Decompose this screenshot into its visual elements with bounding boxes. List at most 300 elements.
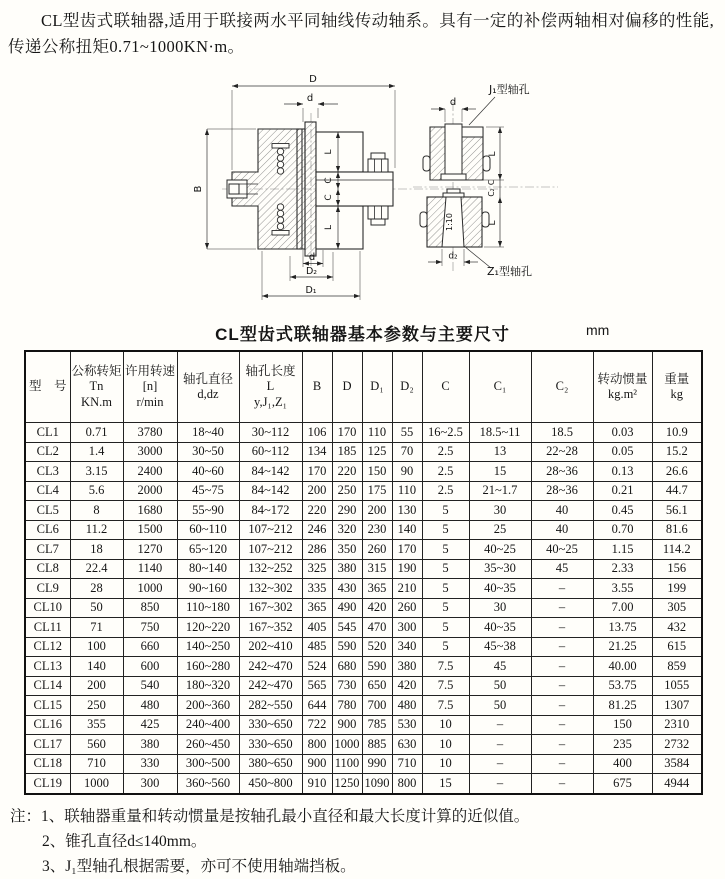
column-header: C — [422, 351, 469, 423]
table-cell: 540 — [123, 676, 177, 696]
table-cell: 1090 — [362, 774, 392, 794]
table-cell: 71 — [70, 618, 123, 638]
table-cell: 132~252 — [239, 559, 302, 579]
table-cell: 114.2 — [652, 540, 702, 560]
table-cell: 3584 — [652, 754, 702, 774]
intro-paragraph: CL型齿式联轴器,适用于联接两水平同轴线传动轴系。具有一定的补偿两轴相对偏移的性能,传递公称扭矩0.71~1000KN·m。 — [8, 11, 715, 56]
table-cell: 1000 — [70, 774, 123, 794]
table-cell: 235 — [593, 735, 652, 755]
table-cell: 722 — [302, 715, 332, 735]
table-body — [25, 423, 702, 794]
table-cell: 730 — [332, 676, 362, 696]
table-cell: CL4 — [25, 481, 70, 501]
table-cell: 28 — [70, 579, 123, 599]
table-cell: 180~320 — [177, 676, 239, 696]
dim-ext-d-top — [303, 108, 318, 122]
table-title: CL型齿式联轴器基本参数与主要尺寸 — [215, 325, 510, 344]
z1-cap-small — [447, 189, 460, 193]
table-cell: 260 — [392, 598, 422, 618]
detent-ball — [277, 161, 283, 167]
table-cell: – — [469, 735, 531, 755]
table-cell: 242~470 — [239, 676, 302, 696]
dim-ext-d-right — [445, 109, 462, 122]
table-cell: 200 — [70, 676, 123, 696]
column-header: 型 号 — [25, 351, 70, 423]
table-row — [25, 462, 702, 482]
table-cell: 7.5 — [422, 657, 469, 677]
table-cell: 3.15 — [70, 462, 123, 482]
column-header: 许用转速 [n] r/min — [123, 351, 177, 423]
column-header: C₁ — [469, 351, 531, 423]
table-cell: 2.33 — [593, 559, 652, 579]
table-cell: 1.4 — [70, 442, 123, 462]
table-cell: 615 — [652, 637, 702, 657]
table-cell: 13 — [469, 442, 531, 462]
table-cell: – — [531, 579, 593, 599]
table-cell: CL7 — [25, 540, 70, 560]
table-cell: 110 — [392, 481, 422, 501]
detent-ball — [277, 148, 283, 154]
table-cell: 185 — [332, 442, 362, 462]
table-cell: 710 — [392, 754, 422, 774]
table-cell: 80~140 — [177, 559, 239, 579]
j1-leader-line — [469, 97, 495, 125]
table-cell: 3780 — [123, 423, 177, 443]
table-cell: 100 — [70, 637, 123, 657]
table-cell: 5 — [422, 579, 469, 599]
table-cell: 380 — [332, 559, 362, 579]
table-cell: 160~280 — [177, 657, 239, 677]
flange-plate-left — [297, 129, 305, 249]
table-cell: CL14 — [25, 676, 70, 696]
dim-label-d-right: d — [449, 97, 457, 108]
detent-ball — [277, 210, 283, 216]
dim-label-C-right: C — [487, 179, 496, 186]
table-cell: 106 — [302, 423, 332, 443]
table-cell: 5 — [422, 637, 469, 657]
table-cell: CL1 — [25, 423, 70, 443]
j1-hole-label: J₁型轴孔 — [489, 83, 530, 96]
dim-label-B: B — [193, 185, 204, 193]
table-cell: 110 — [362, 423, 392, 443]
table-cell: 660 — [123, 637, 177, 657]
table-cell: – — [531, 618, 593, 638]
table-cell: 300 — [392, 618, 422, 638]
bolt-top — [368, 159, 388, 172]
table-cell: 25 — [469, 520, 531, 540]
table-cell: 335 — [302, 579, 332, 599]
table-cell: 290 — [332, 501, 362, 521]
table-cell: – — [531, 657, 593, 677]
table-cell: 990 — [362, 754, 392, 774]
table-cell: 55 — [392, 423, 422, 443]
table-cell: 0.21 — [593, 481, 652, 501]
table-cell: 4944 — [652, 774, 702, 794]
table-cell: 40.00 — [593, 657, 652, 677]
table-cell: 200 — [362, 501, 392, 521]
table-cell: CL8 — [25, 559, 70, 579]
table-cell: CL17 — [25, 735, 70, 755]
table-row — [25, 637, 702, 657]
table-cell: 325 — [302, 559, 332, 579]
table-cell: – — [531, 637, 593, 657]
table-cell: 380 — [123, 735, 177, 755]
table-cell: 644 — [302, 696, 332, 716]
table-cell: 524 — [302, 657, 332, 677]
dim-label-d-top: d — [306, 93, 314, 104]
table-cell: 107~212 — [239, 540, 302, 560]
table-unit-label: mm — [586, 322, 610, 338]
table-cell: 7.00 — [593, 598, 652, 618]
table-cell: 910 — [302, 774, 332, 794]
table-cell: 45~38 — [469, 637, 531, 657]
dim-label-d-bottom: d — [308, 252, 316, 263]
table-cell: 300 — [123, 774, 177, 794]
table-cell: 65~120 — [177, 540, 239, 560]
table-cell: 21~1.7 — [469, 481, 531, 501]
table-cell: 859 — [652, 657, 702, 677]
dim-label-C2-right: C₂ — [487, 188, 496, 197]
table-cell: 18~40 — [177, 423, 239, 443]
table-cell: 40~60 — [177, 462, 239, 482]
column-header: D₂ — [392, 351, 422, 423]
column-header: 轴孔长度 L y,J₁,Z₁ — [239, 351, 302, 423]
table-cell: 210 — [392, 579, 422, 599]
detent-ball — [277, 223, 283, 229]
table-cell: 170 — [392, 540, 422, 560]
table-cell: CL9 — [25, 579, 70, 599]
table-cell: 45~75 — [177, 481, 239, 501]
table-cell: 22.4 — [70, 559, 123, 579]
table-row — [25, 618, 702, 638]
table-cell: 260~450 — [177, 735, 239, 755]
table-cell: 15 — [422, 774, 469, 794]
table-cell: 45 — [469, 657, 531, 677]
table-cell: 350 — [332, 540, 362, 560]
table-title-row — [0, 305, 725, 350]
z1-cap-wide — [443, 193, 464, 197]
table-cell: 430 — [332, 579, 362, 599]
table-cell: 490 — [332, 598, 362, 618]
table-cell: 110~180 — [177, 598, 239, 618]
table-cell: 170 — [332, 423, 362, 443]
table-cell: 680 — [332, 657, 362, 677]
table-cell: 1.15 — [593, 540, 652, 560]
table-cell: 40~25 — [469, 540, 531, 560]
bolt-bottom-tip — [371, 219, 385, 225]
table-cell: 1055 — [652, 676, 702, 696]
table-cell: 0.03 — [593, 423, 652, 443]
table-cell: 2000 — [123, 481, 177, 501]
table-cell: 220 — [302, 501, 332, 521]
table-cell: – — [469, 715, 531, 735]
table-cell: 70 — [392, 442, 422, 462]
dim-label-D2: D₂ — [305, 266, 318, 277]
table-cell: 700 — [362, 696, 392, 716]
table-cell: – — [531, 676, 593, 696]
table-cell: 432 — [652, 618, 702, 638]
table-cell: 360~560 — [177, 774, 239, 794]
table-cell: 2.5 — [422, 462, 469, 482]
table-cell: 675 — [593, 774, 652, 794]
notes — [0, 795, 725, 879]
header-row — [25, 351, 702, 423]
dim-label-L-right-lower: L — [488, 220, 498, 226]
table-cell: CL18 — [25, 754, 70, 774]
table-row — [25, 715, 702, 735]
table-cell: 2310 — [652, 715, 702, 735]
table-cell: 650 — [362, 676, 392, 696]
table-cell: 420 — [362, 598, 392, 618]
table-cell: 53.75 — [593, 676, 652, 696]
table-cell: 40~25 — [531, 540, 593, 560]
table-cell: 1270 — [123, 540, 177, 560]
table-cell: 365 — [362, 579, 392, 599]
table-cell: CL15 — [25, 696, 70, 716]
table-cell: 286 — [302, 540, 332, 560]
z1-hole-label: Z₁型轴孔 — [487, 265, 532, 278]
table-cell: CL12 — [25, 637, 70, 657]
note-line: 3、J₁型轴孔根据需要，亦可不使用轴端挡板。 — [42, 857, 356, 875]
table-row — [25, 657, 702, 677]
table-cell: – — [531, 735, 593, 755]
table-cell: 530 — [392, 715, 422, 735]
table-cell: 300~500 — [177, 754, 239, 774]
table-cell: 55~90 — [177, 501, 239, 521]
table-row — [25, 501, 702, 521]
j1-lug-left — [423, 156, 430, 171]
table-row — [25, 676, 702, 696]
table-cell: 250 — [70, 696, 123, 716]
table-cell: 380 — [392, 657, 422, 677]
detent-cap-top — [272, 144, 289, 149]
table-cell: 130 — [392, 501, 422, 521]
table-cell: 485 — [302, 637, 332, 657]
table-cell: CL5 — [25, 501, 70, 521]
table-cell: 450~800 — [239, 774, 302, 794]
table-cell: 2400 — [123, 462, 177, 482]
table-cell: 330 — [123, 754, 177, 774]
j1-end-plate — [441, 174, 466, 180]
table-cell: 260 — [362, 540, 392, 560]
table-cell: 400 — [593, 754, 652, 774]
table-cell: 167~352 — [239, 618, 302, 638]
coupling-drawing — [0, 60, 725, 305]
bolt-bottom — [368, 206, 388, 219]
table-cell: 5 — [422, 559, 469, 579]
table-cell: 1140 — [123, 559, 177, 579]
table-cell: 18.5~11 — [469, 423, 531, 443]
table-cell: 1680 — [123, 501, 177, 521]
table-cell: 480 — [392, 696, 422, 716]
table-cell: 3.55 — [593, 579, 652, 599]
table-cell: 520 — [362, 637, 392, 657]
table-cell: 40 — [531, 501, 593, 521]
table-cell: 885 — [362, 735, 392, 755]
table-cell: 40 — [531, 520, 593, 540]
table-cell: 1307 — [652, 696, 702, 716]
table-cell: 60~112 — [239, 442, 302, 462]
table-cell: 10.9 — [652, 423, 702, 443]
table-cell: CL11 — [25, 618, 70, 638]
table-cell: 156 — [652, 559, 702, 579]
table-cell: 15.2 — [652, 442, 702, 462]
table-cell: 90~160 — [177, 579, 239, 599]
table-cell: 710 — [70, 754, 123, 774]
table-cell: 28~36 — [531, 481, 593, 501]
table-cell: 0.05 — [593, 442, 652, 462]
table-row — [25, 579, 702, 599]
table-cell: 140 — [70, 657, 123, 677]
detent-ball — [277, 204, 283, 210]
table-cell: 5.6 — [70, 481, 123, 501]
table-cell: 21.25 — [593, 637, 652, 657]
table-cell: 785 — [362, 715, 392, 735]
table-cell: 380~650 — [239, 754, 302, 774]
table-row — [25, 540, 702, 560]
table-cell: 340 — [392, 637, 422, 657]
table-cell: 0.13 — [593, 462, 652, 482]
j1-hub-notch — [462, 127, 483, 137]
table-cell: 120~220 — [177, 618, 239, 638]
column-header: C₂ — [531, 351, 593, 423]
table-cell: – — [531, 754, 593, 774]
table-cell: 30~50 — [177, 442, 239, 462]
column-header: D — [332, 351, 362, 423]
table-cell: 175 — [362, 481, 392, 501]
parameters-table — [24, 350, 703, 795]
table-cell: 125 — [362, 442, 392, 462]
table-cell: 355 — [70, 715, 123, 735]
table-cell: 107~212 — [239, 520, 302, 540]
table-cell: 202~410 — [239, 637, 302, 657]
table-cell: 3000 — [123, 442, 177, 462]
table-cell: 35~30 — [469, 559, 531, 579]
table-cell: 13.75 — [593, 618, 652, 638]
dim-label-D: D — [309, 74, 317, 85]
table-row — [25, 559, 702, 579]
table-cell: 140 — [392, 520, 422, 540]
table-cell: 60~110 — [177, 520, 239, 540]
table-cell: 56.1 — [652, 501, 702, 521]
table-cell: 242~470 — [239, 657, 302, 677]
table-cell: 565 — [302, 676, 332, 696]
table-cell: 44.7 — [652, 481, 702, 501]
table-cell: 10 — [422, 715, 469, 735]
table-cell: 1100 — [332, 754, 362, 774]
table-cell: – — [531, 696, 593, 716]
j1-bore — [445, 124, 462, 177]
table-cell: 900 — [302, 754, 332, 774]
table-cell: 2.5 — [422, 442, 469, 462]
table-cell: 2732 — [652, 735, 702, 755]
table-cell: CL16 — [25, 715, 70, 735]
table-cell: 200~360 — [177, 696, 239, 716]
detent-ball — [277, 168, 283, 174]
column-header: 公称转矩 Tn KN.m — [70, 351, 123, 423]
table-cell: 140~250 — [177, 637, 239, 657]
table-cell: CL13 — [25, 657, 70, 677]
j1-lug-right — [483, 156, 490, 171]
table-cell: 30 — [469, 501, 531, 521]
table-cell: 305 — [652, 598, 702, 618]
table-cell: 15 — [469, 462, 531, 482]
table-cell: 315 — [362, 559, 392, 579]
table-cell: – — [469, 774, 531, 794]
column-header: 转动惯量 kg.m² — [593, 351, 652, 423]
table-cell: 1500 — [123, 520, 177, 540]
dim-label-L-upper: L — [324, 149, 334, 155]
table-cell: 81.25 — [593, 696, 652, 716]
detent-cap-bottom — [272, 231, 289, 236]
table-cell: 84~142 — [239, 481, 302, 501]
table-cell: 16~2.5 — [422, 423, 469, 443]
flange-plate-right — [305, 122, 316, 256]
coupling-section-diagram — [0, 60, 725, 305]
table-cell: 167~302 — [239, 598, 302, 618]
table-cell: CL6 — [25, 520, 70, 540]
table-cell: 220 — [332, 462, 362, 482]
table-row — [25, 735, 702, 755]
detent-ball — [277, 217, 283, 223]
table-cell: 84~142 — [239, 462, 302, 482]
table-cell: CL10 — [25, 598, 70, 618]
table-row — [25, 598, 702, 618]
table-cell: 480 — [123, 696, 177, 716]
dim-label-D1: D₁ — [305, 285, 317, 296]
table-cell: 1250 — [332, 774, 362, 794]
table-cell: 10 — [422, 735, 469, 755]
table-cell: 282~550 — [239, 696, 302, 716]
column-header: D₁ — [362, 351, 392, 423]
table-cell: 600 — [123, 657, 177, 677]
table-cell: 405 — [302, 618, 332, 638]
table-cell: 8 — [70, 501, 123, 521]
table-cell: 470 — [362, 618, 392, 638]
table-cell: 18 — [70, 540, 123, 560]
table-row — [25, 481, 702, 501]
table-cell: 26.6 — [652, 462, 702, 482]
table-cell: 365 — [302, 598, 332, 618]
column-header: 重量 kg — [652, 351, 702, 423]
table-cell: 7.5 — [422, 676, 469, 696]
table-cell: 2.5 — [422, 481, 469, 501]
table-cell: 850 — [123, 598, 177, 618]
table-cell: 5 — [422, 618, 469, 638]
table-cell: 199 — [652, 579, 702, 599]
table-cell: 1000 — [123, 579, 177, 599]
dim-label-C-lower: C — [324, 194, 334, 201]
taper-label: 1:10 — [445, 213, 454, 231]
table-cell: 0.45 — [593, 501, 652, 521]
table-cell: 30 — [469, 598, 531, 618]
table-cell: 190 — [392, 559, 422, 579]
table-cell: 900 — [332, 715, 362, 735]
table-cell: 630 — [392, 735, 422, 755]
table-cell: 90 — [392, 462, 422, 482]
table-cell: 7.5 — [422, 696, 469, 716]
table-cell: – — [531, 598, 593, 618]
table-row — [25, 520, 702, 540]
table-cell: CL3 — [25, 462, 70, 482]
column-header: 轴孔直径 d,dz — [177, 351, 239, 423]
dim-label-L-lower: L — [324, 224, 334, 231]
table-cell: 11.2 — [70, 520, 123, 540]
table-cell: CL2 — [25, 442, 70, 462]
table-cell: – — [469, 754, 531, 774]
table-row — [25, 696, 702, 716]
column-header: B — [302, 351, 332, 423]
